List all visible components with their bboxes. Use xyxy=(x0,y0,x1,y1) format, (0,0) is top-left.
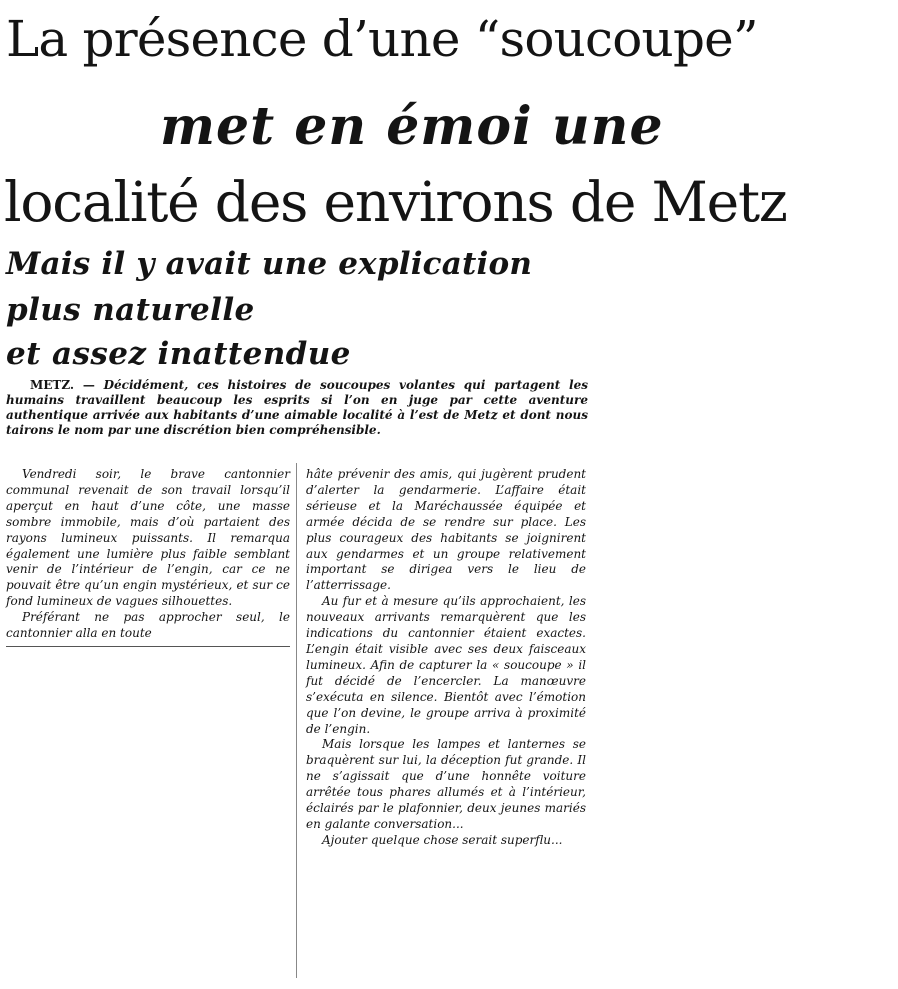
intro-paragraph xyxy=(6,378,588,438)
article-column-left xyxy=(6,467,290,647)
subheadline-line-1: Mais il y avait une explication xyxy=(6,246,533,282)
intro-text: Décidément, ces histoires de soucoupes volantes qui partagent les humains travaillent beaucoup les esprits si l’on en juge par cette aventure authentique arrivée aux habitants d’une aimable localité à l’est de Metz et dont nous tairons le nom par une discrétion bien compréhensible. xyxy=(6,378,589,437)
right-paragraph-1: hâte prévenir des amis, qui jugèrent prudent d’alerter la gendarmerie. L’affaire était sérieuse et la Maréchaussée équipée et armée décida de se rendre sur place. Les plus courageux des habitants se joignirent aux gendarmes et un groupe relativement important se dirigea vers le lieu de l’atterrissage. xyxy=(306,467,586,593)
right-paragraph-4: Ajouter quelque chose serait superflu... xyxy=(322,832,563,847)
article-column-right xyxy=(306,467,586,849)
left-paragraph-1: Vendredi soir, le brave cantonnier communal revenait de son travail lorsqu’il aperçut en haut d’une côte, une masse sombre immobile, mais d’où partaient des rayons lumineux puissants. Il remarqua également une lumière plus faible semblant venir de l’intérieur de l’engin, car ce ne pouvait être qu’un engin mystérieux, et sur ce fond lumineux de vagues silhouettes. xyxy=(6,467,290,609)
column-divider xyxy=(296,463,297,978)
subheadline-line-2: plus naturelle xyxy=(6,292,255,328)
headline-line-2: met en émoi une xyxy=(160,96,664,157)
headline-line-3: localité des environs de Metz xyxy=(4,170,787,234)
right-paragraph-2: Au fur et à mesure qu’ils approchaient, les nouveaux arrivants remarquèrent que les indications du cantonnier étaient exactes. L’engin était visible avec ses deux faisceaux lumineux. Afin de capturer la « soucoupe » il fut décidé de l’encercler. La manœuvre s’exécuta en silence. Bientôt avec l’émotion que l’on devine, le groupe arriva à proximité de l’engin. xyxy=(306,594,586,736)
left-paragraph-2: Préférant ne pas approcher seul, le cantonnier alla en toute xyxy=(6,610,290,641)
headline-line-1: La présence d’une “soucoupe” xyxy=(6,10,758,68)
subheadline-line-3: et assez inattendue xyxy=(6,336,351,372)
dateline: METZ. — xyxy=(30,378,95,392)
right-paragraph-3: Mais lorsque les lampes et lanternes se braquèrent sur lui, la déception fut grande. Il ne s’agissait que d’une honnête voiture arrêtée tous phares allumés et à l’intérieur, éclairés par le plafonnier, deux jeunes mariés en galante conversation... xyxy=(306,737,586,831)
